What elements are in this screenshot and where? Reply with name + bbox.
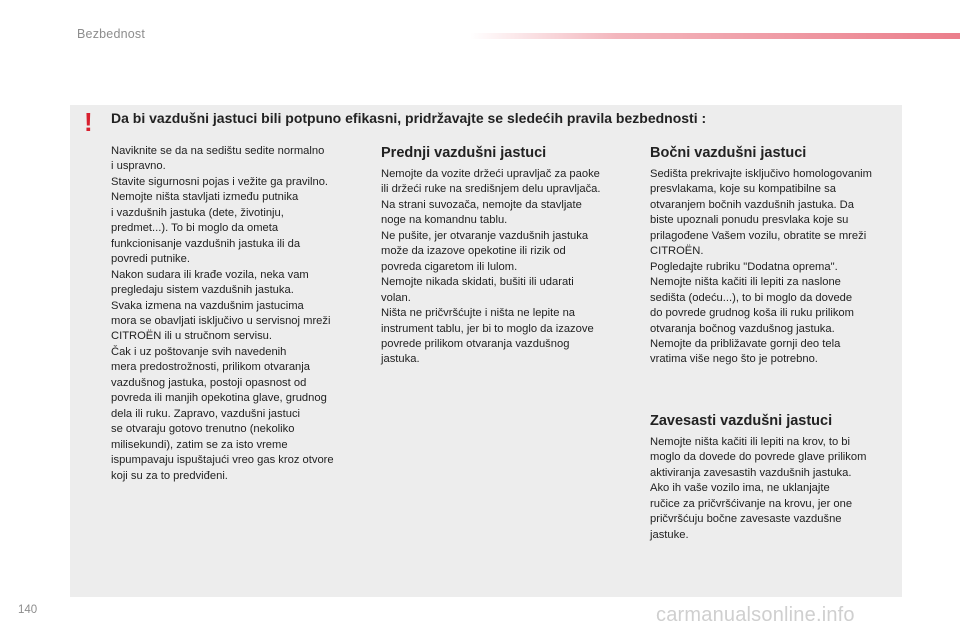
text-line: ispumpavaju ispuštajući vreo gas kroz otvore: [111, 454, 334, 467]
text-line: moglo da dovede do povrede glave prilikom: [650, 451, 867, 464]
text-line: Naviknite se da na sedištu sedite normalno: [111, 145, 325, 157]
text-line: Stavite sigurnosni pojas i vežite ga pravilno.: [111, 175, 329, 188]
text-line: prilagođene Vašem vozilu, obratite se mreži: [650, 229, 867, 242]
text-line: Pogledajte rubriku "Dodatna oprema".: [650, 260, 838, 273]
text-line: biste upoznali ponudu presvlaka koje su: [650, 214, 849, 227]
text-line: vazdušnog jastuka, postoji opasnost od: [111, 376, 307, 389]
text-line: ručice za pričvršćivanje na krovu, jer one: [650, 497, 853, 510]
header-accent-bar: [470, 33, 960, 39]
text-line: volan.: [381, 291, 411, 304]
text-line: Svaka izmena na vazdušnim jastucima: [111, 299, 304, 312]
text-line: povredi putnike.: [111, 253, 190, 266]
watermark: carmanualsonline.info: [656, 604, 855, 626]
text-line: milisekundi), zatim se za isto vreme: [111, 438, 288, 451]
text-line: pričvršćuju bočne zavesaste vazdušne: [650, 513, 842, 526]
text-line: Čak i uz poštovanje svih navedenih: [111, 345, 287, 358]
text-line: može da izazove opekotine ili rizik od: [381, 245, 566, 258]
text-line: Nakon sudara ili krađe vozila, neka vam: [111, 268, 309, 281]
side-airbags-text: [650, 167, 905, 368]
text-line: Nemojte da vozite držeći upravljač za paoke: [381, 168, 600, 180]
notice-heading: Da bi vazdušni jastuci bili potpuno efikasni, pridržavajte se sledećih pravila bezbednosti :: [111, 110, 707, 126]
text-line: funkcionisanje vazdušnih jastuka ili da: [111, 237, 301, 250]
text-line: jastuke.: [650, 528, 689, 541]
text-line: povrede prilikom otvaranja vazdušnog: [381, 337, 570, 350]
text-line: mera predostrožnosti, prilikom otvaranja: [111, 361, 310, 374]
text-line: Ako ih vaše vozilo ima, ne uklanjajte: [650, 482, 830, 495]
text-line: predmet...). To bi moglo da ometa: [111, 222, 279, 235]
text-line: Nemojte ništa kačiti ili lepiti na krov, to bi: [650, 436, 851, 448]
curtain-airbags-title: Zavesasti vazdušni jastuci: [650, 413, 833, 429]
text-line: Nemojte ništa kačiti ili lepiti za naslone: [650, 276, 841, 289]
text-line: otvaranjem bočnih vazdušnih jastuka. Da: [650, 198, 854, 211]
text-line: CITROËN ili u stručnom servisu.: [111, 330, 273, 343]
text-line: Nemojte ništa stavljati između putnika: [111, 191, 299, 204]
warning-icon: !: [84, 107, 93, 137]
text-line: povreda ili manjih opekotina glave, grudnog: [111, 392, 327, 405]
text-line: instrument tablu, jer bi to moglo da izazove: [381, 322, 594, 335]
text-line: mora se obavljati isključivo u servisnoj mreži: [111, 314, 331, 327]
text-line: aktiviranja zavesastih vazdušnih jastuka.: [650, 466, 852, 479]
text-line: vratima više nego što je potrebno.: [650, 353, 818, 366]
side-airbags-title: Bočni vazdušni jastuci: [650, 145, 807, 161]
text-line: Nemojte da približavate gornji deo tela: [650, 337, 841, 350]
general-rules-text: [111, 144, 361, 484]
text-line: koji su za to predviđeni.: [111, 469, 228, 482]
text-line: presvlakama, koje su kompatibilne sa: [650, 183, 836, 196]
text-line: Na strani suvozača, nemojte da stavljate: [381, 198, 582, 211]
text-line: pregledaju sistem vazdušnih jastuka.: [111, 284, 294, 297]
text-line: Nemojte nikada skidati, bušiti ili udarati: [381, 276, 574, 289]
front-airbags-text: [381, 167, 631, 368]
text-line: Ništa ne pričvršćujte i ništa ne lepite na: [381, 307, 576, 320]
text-line: CITROËN.: [650, 245, 704, 258]
text-line: noge na komandnu tablu.: [381, 214, 508, 227]
text-line: jastuka.: [381, 353, 420, 366]
text-line: dela ili ruku. Zapravo, vazdušni jastuci: [111, 407, 301, 420]
text-line: povreda cigaretom ili lulom.: [381, 260, 518, 273]
text-line: Sedišta prekrivajte isključivo homologovanim: [650, 168, 872, 180]
page-number: 140: [18, 604, 38, 616]
text-line: sedišta (odeću...), to bi moglo da dovede: [650, 291, 853, 304]
curtain-airbags-text: [650, 435, 895, 543]
text-line: se otvaraju gotovo trenutno (nekoliko: [111, 423, 295, 436]
text-line: ili držeći ruke na središnjem delu upravljača.: [381, 183, 601, 196]
text-line: i uspravno.: [111, 160, 166, 173]
section-header-title: Bezbednost: [77, 27, 146, 41]
text-line: i vazdušnih jastuka (dete, životinju,: [111, 206, 284, 219]
text-line: otvaranja bočnog vazdušnog jastuka.: [650, 322, 835, 335]
text-line: do povrede grudnog koša ili ruku prilikom: [650, 307, 854, 320]
front-airbags-title: Prednji vazdušni jastuci: [381, 145, 547, 161]
text-line: Ne pušite, jer otvaranje vazdušnih jastuka: [381, 229, 589, 242]
